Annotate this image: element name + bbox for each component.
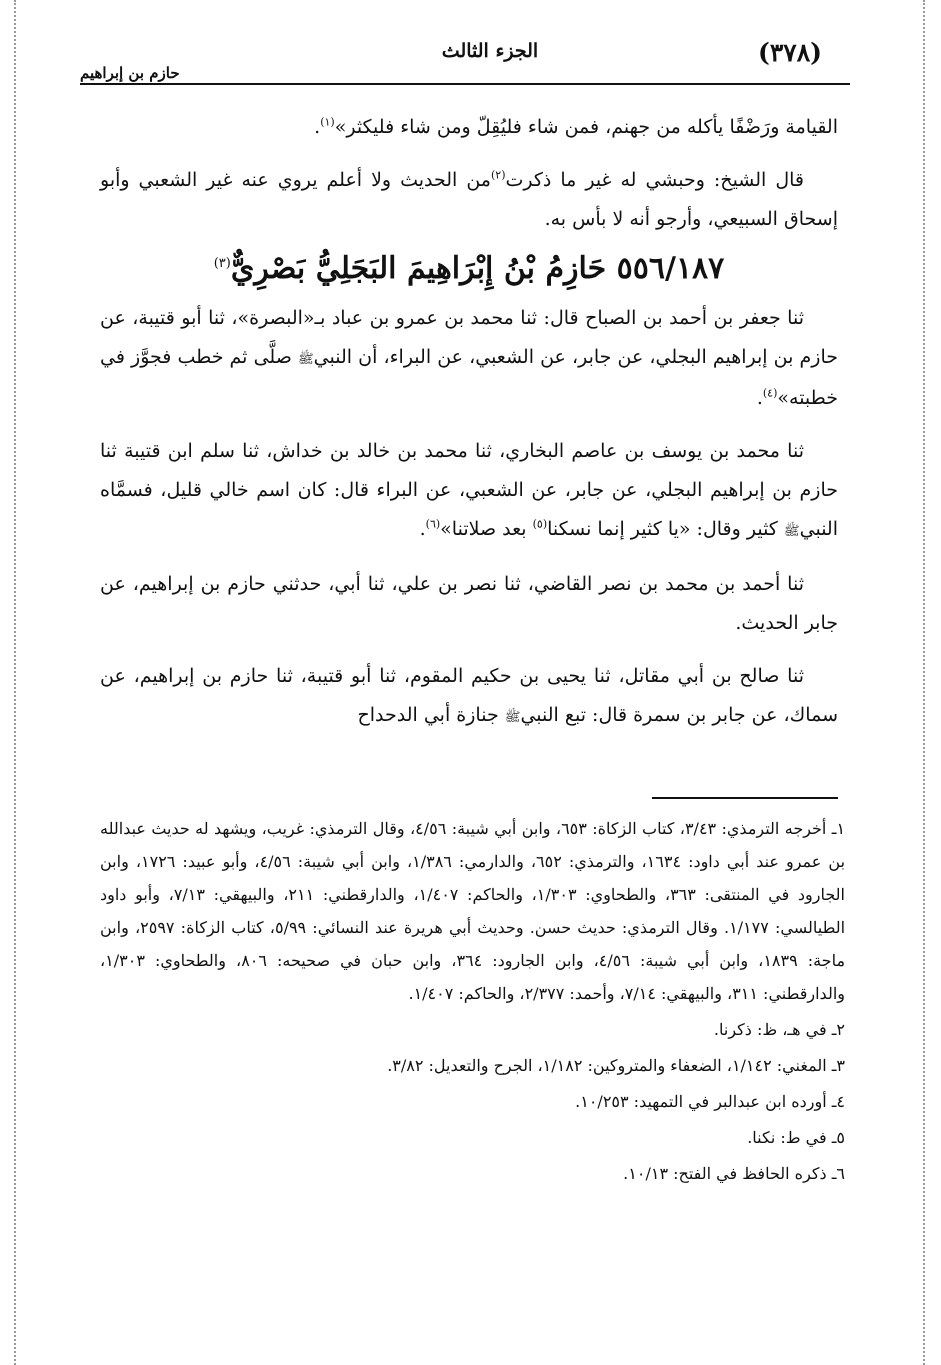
- footnotes: [100, 812, 845, 1190]
- footnote-ref: (٣): [213, 256, 231, 271]
- footnote-ref: (١): [320, 115, 335, 129]
- footnote-4: ٤ـ أورده ابن عبدالبر في التمهيد: ١٠/٢٥٣.: [575, 1092, 845, 1111]
- running-title: حازم بن إبراهيم: [80, 64, 180, 82]
- part-title: الجزء الثالث: [441, 40, 539, 62]
- footnote-separator: [652, 797, 838, 799]
- footnote-2: ٢ـ في هـ، ظ: ذكرنا.: [713, 1020, 845, 1039]
- paragraph-1: القيامة ورَضْفًا يأكله من جهنم، فمن شاء فليُقِلّ ومن شاء فليكثر»$^{(١)}$.: [314, 115, 838, 138]
- page-header: [80, 38, 850, 82]
- paragraph-3: ثنا جعفر بن أحمد بن الصباح قال: ثنا محمد بن عمرو بن عباد بـ«البصرة»، ثنا أبو قتيبة، عن حازم بن إبراهيم البجلي، عن جابر، عن الشعبي، عن البراء، أن النبيﷺ صلَّى ثم خطب فجوَّز في خطبته»$^{(٤)}$.: [100, 307, 838, 409]
- footnote-6: ٦ـ ذكره الحافظ في الفتح: ١٠/١٣.: [623, 1164, 845, 1183]
- footnote-ref: (٤): [762, 386, 778, 400]
- footnote-ref: (٦): [425, 517, 441, 531]
- salutation-glyph: ﷺ: [783, 524, 800, 539]
- paragraph-4: ثنا محمد بن يوسف بن عاصم البخاري، ثنا محمد بن خالد بن خداش، ثنا سلم ابن قتيبة ثنا حازم بن إبراهيم البجلي، عن جابر، عن الشعبي، عن البراء قال: كان اسم خالي قليل، فسمَّاه النبيﷺ كثير وقال: «يا كثير إنما نسكنا$^{(٥)}$ بعد صلاتنا»$^{(٦)}$.: [100, 440, 838, 540]
- paragraph-2: قال الشيخ: وحبشي له غير ما ذكرت$^{(٢)}$من الحديث ولا أعلم يروي عنه غير الشعبي وأبو إسحاق السبيعي، وأرجو أنه لا بأس به.: [100, 168, 838, 230]
- page-number: (٣٧٨): [758, 38, 822, 67]
- scan-edge-dots-right: [923, 0, 925, 1365]
- salutation-glyph: ﷺ: [297, 352, 314, 367]
- paragraph-5: ثنا أحمد بن محمد بن نصر القاضي، ثنا نصر بن علي، ثنا أبي، حدثني حازم بن إبراهيم، عن جابر الحديث.: [100, 573, 838, 634]
- footnote-ref: (٢): [490, 168, 506, 182]
- paragraph-6: ثنا صالح بن أبي مقاتل، ثنا يحيى بن حكيم المقوم، ثنا أبو قتيبة، ثنا حازم بن إبراهيم، عن سماك، عن جابر بن سمرة قال: تبع النبيﷺ جنازة أبي الدحداح: [100, 665, 838, 726]
- scan-edge-dots-left: [14, 0, 16, 1365]
- main-text: [100, 108, 838, 737]
- footnote-ref: (٥): [532, 517, 548, 531]
- header-rule: [80, 83, 850, 85]
- footnote-3: ٣ـ المغني: ١/١٤٢، الضعفاء والمتروكين: ١/١٨٢، الجرح والتعديل: ٣/٨٢.: [387, 1056, 845, 1075]
- footnote-1: ١ـ أخرجه الترمذي: ٣/٤٣، كتاب الزكاة: ٦٥٣، وابن أبي شيبة: ٤/٥٦، وقال الترمذي: غريب، ويشهد له حديث عبدالله بن عمرو عند أبي داود: ١٦٣٤، والترمذي: ٦٥٢، والدارمي: ١/٣٨٦، وابن أبي شيبة: ٤/٥٦، وأبو عبيد: ١٧٢٦، وابن الجارود في المنتقى: ٣٦٣، والطحاوي: ١/٣٠٣، والحاكم: ١/٤٠٧، والدارقطني: ٢١١، والبيهقي: ٧/١٣، وأبو داود الطيالسي: ١/١٧٧. وقال الترمذي: حديث حسن. وحديث أبي هريرة عند النسائي: ٥/٩٩، كتاب الزكاة: ٢٥٩٧، وابن ماجة: ١٨٣٩، وابن أبي شيبة: ٤/٥٦، وابن الجارود: ٣٦٤، وابن حبان في صحيحه: ٨٠٦، والطحاوي: ١/٣٠٣، والدارقطني: ٣١١، والبيهقي: ٧/١٤، وأحمد: ٢/٣٧٧، والحاكم: ١/٤٠٧.: [100, 819, 846, 1003]
- entry-heading: ٥٥٦/١٨٧ حَازِمُ بْنُ إِبْرَاهِيمَ البَجَلِيُّ بَصْرِيٌّ$^{(٣)}$: [213, 251, 725, 286]
- footnote-5: ٥ـ في ط: نكنا.: [747, 1128, 845, 1147]
- salutation-glyph: ﷺ: [504, 710, 521, 725]
